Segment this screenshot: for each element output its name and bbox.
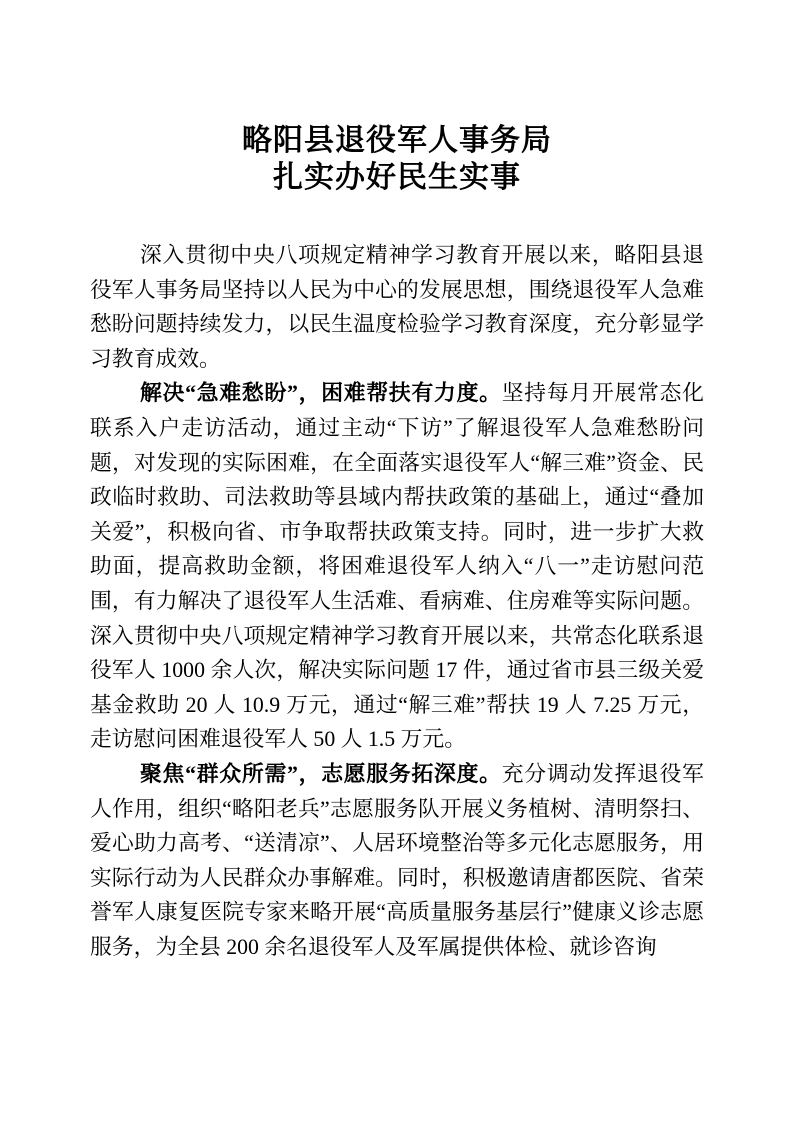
paragraph-volunteer-service-lead: 聚焦“群众所需”，志愿服务拓深度。 bbox=[140, 761, 502, 786]
document-title bbox=[90, 122, 704, 196]
paragraph-intro bbox=[90, 238, 704, 376]
paragraph-difficulty-support bbox=[90, 376, 704, 757]
paragraph-volunteer-service-text: 充分调动发挥退役军人作用，组织“略阳老兵”志愿服务队开展义务植树、清明祭扫、爱心助力高考、“送清凉”、人居环境整治等多元化志愿服务，用实际行动为人民群众办事解难。同时，积极邀请唐都医院、省荣誉军人康复医院专家来略开展“高质量服务基层行”健康义诊志愿服务，为全县 200 余名退役军人及军属提供体检、就诊咨询 bbox=[90, 761, 704, 959]
paragraph-volunteer-service bbox=[90, 757, 704, 965]
title-line-1: 略阳县退役军人事务局 bbox=[242, 124, 552, 157]
paragraph-difficulty-support-text: 坚持每月开展常态化联系入户走访活动，通过主动“下访”了解退役军人急难愁盼问题，对发现的实际困难，在全面落实退役军人“解三难”资金、民政临时救助、司法救助等县域内帮扶政策的基础上，通过“叠加关爱”，积极向省、市争取帮扶政策支持。同时，进一步扩大救助面，提高救助金额，将困难退役军人纳入“八一”走访慰问范围，有力解决了退役军人生活难、看病难、住房难等实际问题。深入贯彻中央八项规定精神学习教育开展以来，共常态化联系退役军人 1000 余人次，解决实际问题 17 件，通过省市县三级关爱基金救助 20 人 10.9 万元，通过“解三难”帮扶 19 人 7.25 万元，走访慰问困难退役军人 50 人 1.5 万元。 bbox=[90, 381, 704, 752]
paragraph-intro-text: 深入贯彻中央八项规定精神学习教育开展以来，略阳县退役军人事务局坚持以人民为中心的发展思想，围绕退役军人急难愁盼问题持续发力，以民生温度检验学习教育深度，充分彰显学习教育成效。 bbox=[90, 243, 704, 371]
title-line-2: 扎实办好民生实事 bbox=[273, 161, 521, 194]
paragraph-difficulty-support-lead: 解决“急难愁盼”，困难帮扶有力度。 bbox=[140, 381, 502, 406]
document-body bbox=[90, 238, 704, 964]
